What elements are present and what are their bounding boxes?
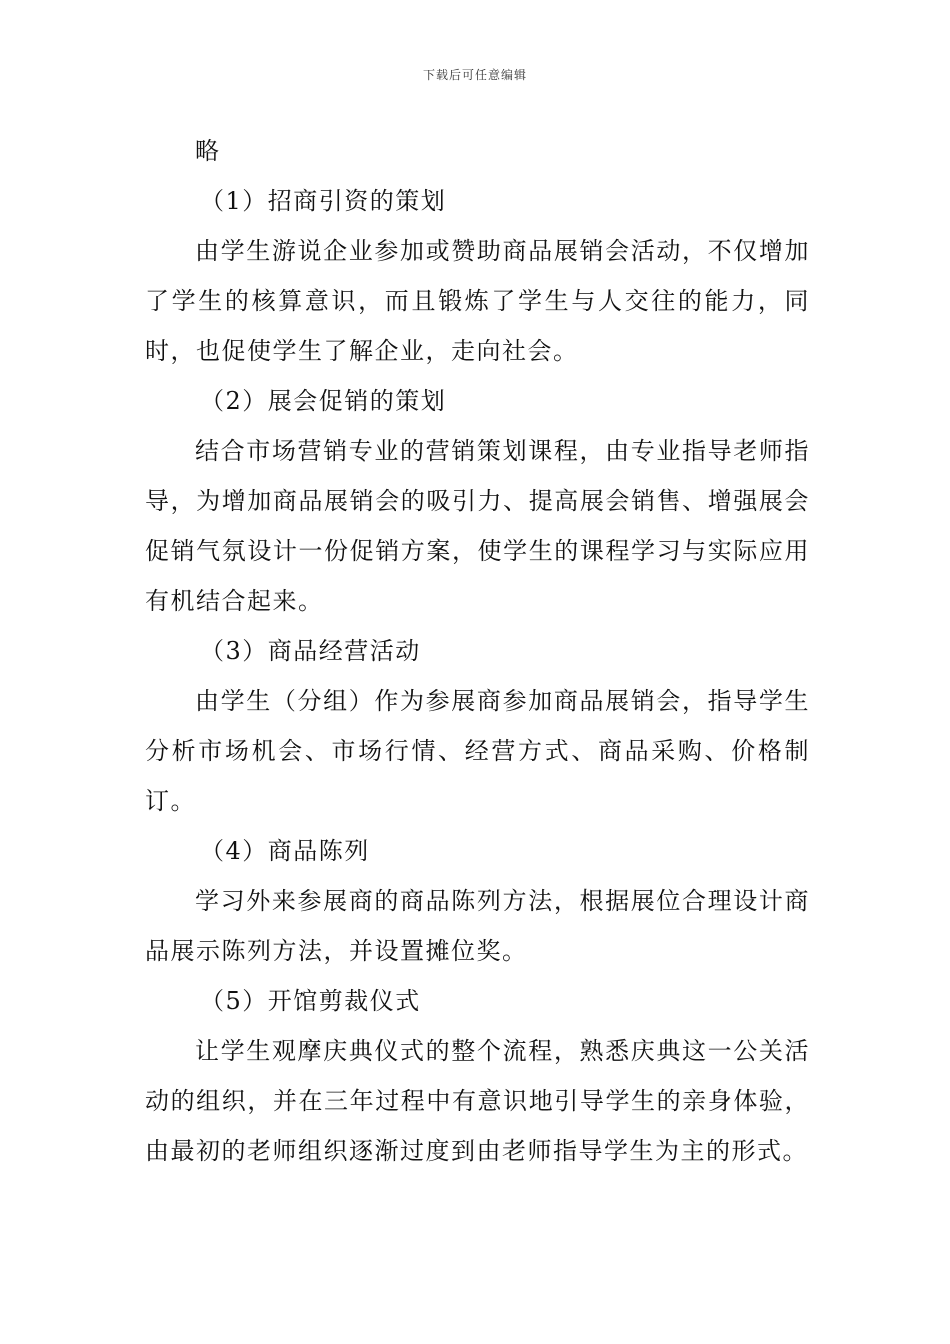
document-body	[145, 126, 810, 1176]
section-heading-1: （1）招商引资的策划	[200, 187, 447, 215]
section-heading-4: （4）商品陈列	[200, 837, 370, 865]
section-heading-2: （2）展会促销的策划	[200, 387, 447, 415]
section-heading-5: （5）开馆剪裁仪式	[200, 987, 421, 1015]
section-heading-3: （3）商品经营活动	[200, 637, 421, 665]
paragraph-1: 由学生游说企业参加或赞助商品展销会活动，不仅增加了学生的核算意识，而且锻炼了学生与人交往的能力，同时，也促使学生了解企业，走向社会。	[145, 237, 810, 365]
paragraph-3: 由学生（分组）作为参展商参加商品展销会，指导学生分析市场机会、市场行情、经营方式、商品采购、价格制订。	[145, 687, 810, 815]
paragraph-4: 学习外来参展商的商品陈列方法，根据展位合理设计商品展示陈列方法，并设置摊位奖。	[145, 887, 810, 965]
paragraph-2: 结合市场营销专业的营销策划课程，由专业指导老师指导，为增加商品展销会的吸引力、提高展会销售、增强展会促销气氛设计一份促销方案，使学生的课程学习与实际应用有机结合起来。	[145, 437, 810, 615]
page-header-note: 下载后可任意编辑	[422, 68, 527, 82]
paragraph-5: 让学生观摩庆典仪式的整个流程，熟悉庆典这一公关活动的组织，并在三年过程中有意识地引导学生的亲身体验，由最初的老师组织逐渐过度到由老师指导学生为主的形式。	[145, 1037, 810, 1165]
paragraph-continuation: 略	[195, 137, 221, 165]
